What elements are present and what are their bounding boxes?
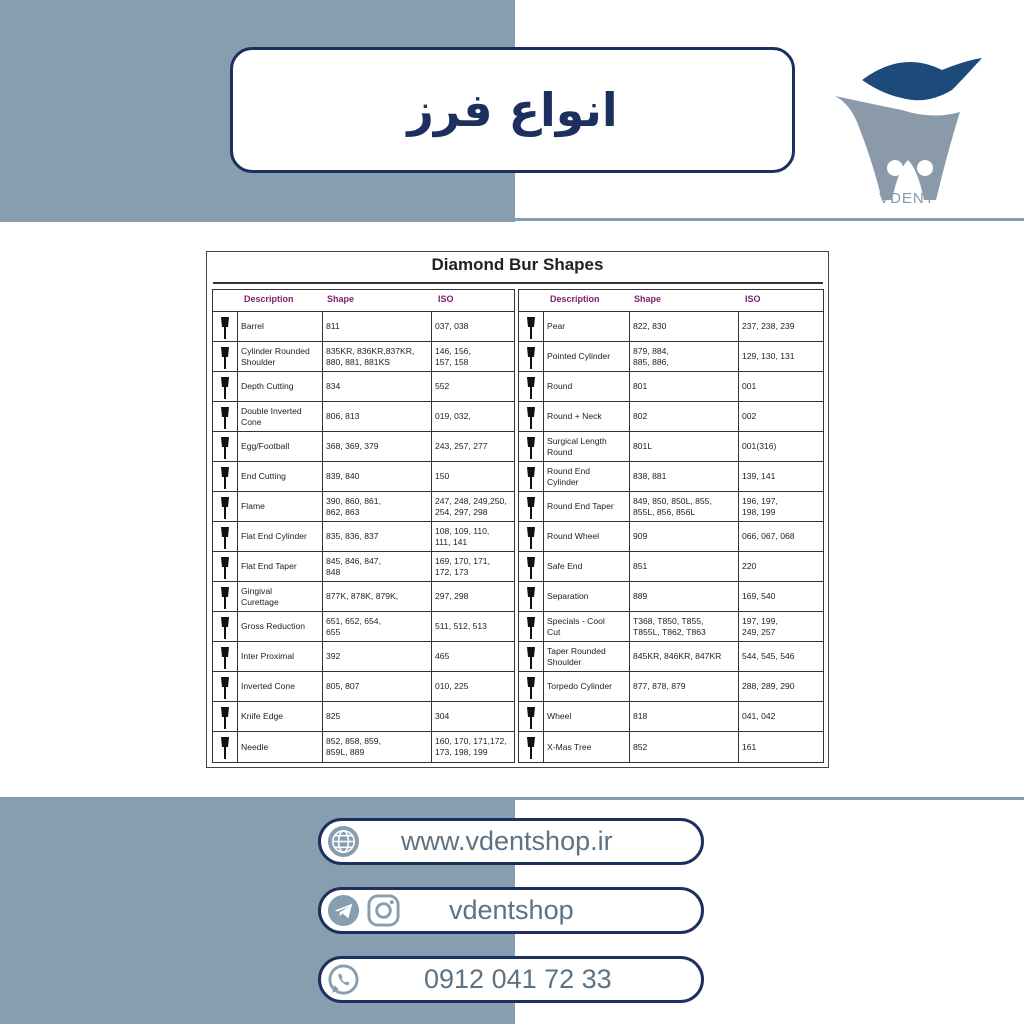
table-row — [213, 672, 514, 702]
round-neck-bur-icon — [524, 405, 538, 429]
table-row — [213, 612, 514, 642]
table-row — [519, 582, 823, 612]
bur-shape-number: 877, 878, 879 — [630, 672, 739, 701]
bur-iso-number: 001(316) — [742, 441, 777, 451]
gingival-curettage-bur-icon — [218, 585, 232, 609]
round-end-cylinder-bur-icon — [524, 465, 538, 489]
end-cutting-bur-icon — [218, 465, 232, 489]
bur-shape-number: 805, 807 — [323, 672, 432, 701]
table-row — [213, 702, 514, 732]
bur-shape-number: 392 — [323, 642, 432, 671]
inter-proximal-bur-icon — [218, 645, 232, 669]
round-wheel-bur-icon — [524, 525, 538, 549]
wheel-bur-icon — [524, 705, 538, 729]
bur-description: Round — [544, 372, 630, 401]
bur-description: Barrel — [238, 312, 323, 341]
flame-bur-icon — [218, 495, 232, 519]
bur-shape-number: 801 — [630, 372, 739, 401]
bur-iso-number: 511, 512, 513 — [435, 621, 487, 631]
bur-iso-number: 288, 289, 290 — [742, 681, 795, 691]
specials-cool-cut-bur-icon — [524, 615, 538, 639]
bur-description: Depth Cutting — [238, 372, 323, 401]
column-header-shape: Shape — [634, 294, 662, 304]
bur-iso-number: 001 — [742, 381, 757, 391]
bur-iso-number: 108, 109, 110, 111, 141 — [435, 525, 490, 547]
whatsapp-icon[interactable] — [327, 963, 360, 996]
barrel-bur-icon — [218, 315, 232, 339]
table-row — [519, 462, 823, 492]
xmas-tree-bur-icon — [524, 735, 538, 759]
bur-shape-number: 851 — [630, 552, 739, 581]
flat-end-cylinder-bur-icon — [218, 525, 232, 549]
table-row — [519, 492, 823, 522]
bur-iso-number: 010, 225 — [435, 681, 469, 691]
bur-shape-number: 845, 846, 847, 848 — [323, 552, 432, 581]
bur-shape-number: 839, 840 — [323, 462, 432, 491]
surgical-length-round-bur-icon — [524, 435, 538, 459]
torpedo-cylinder-bur-icon — [524, 675, 538, 699]
column-header-description: Description — [244, 294, 294, 304]
bur-shape-number: 852 — [630, 732, 739, 762]
page-title: انواع فرز — [407, 83, 618, 137]
depth-cutting-bur-icon — [218, 375, 232, 399]
bur-description: Knife Edge — [238, 702, 323, 731]
bur-iso-number: 196, 197, 198, 199 — [742, 495, 778, 517]
table-row — [519, 642, 823, 672]
bur-shape-number: 806, 813 — [323, 402, 432, 431]
bur-iso-number: 041, 042 — [742, 711, 776, 721]
bur-iso-number: 146, 156, 157, 158 — [435, 345, 471, 367]
table-row — [519, 552, 823, 582]
column-header-description: Description — [550, 294, 600, 304]
bur-description: Gross Reduction — [238, 612, 323, 641]
safe-end-bur-icon — [524, 555, 538, 579]
table-row — [519, 702, 823, 732]
flat-end-taper-bur-icon — [218, 555, 232, 579]
bur-description: Flat End Cylinder — [238, 522, 323, 551]
bur-iso-number: 139, 141 — [742, 471, 776, 481]
bur-iso-number: 544, 545, 546 — [742, 651, 795, 661]
bur-description: Cylinder Rounded Shoulder — [238, 342, 323, 371]
pointed-cylinder-bur-icon — [524, 345, 538, 369]
bur-shape-number: 802 — [630, 402, 739, 431]
bur-shape-number: 838, 881 — [630, 462, 739, 491]
bur-description: Double Inverted Cone — [238, 402, 323, 431]
table-row — [519, 612, 823, 642]
bur-description: Gingival Curettage — [238, 582, 323, 611]
bur-iso-number: 237, 238, 239 — [742, 321, 795, 331]
bur-description: Flat End Taper — [238, 552, 323, 581]
logo-wordmark: VDENT — [879, 190, 935, 207]
bur-description: Round End Taper — [544, 492, 630, 521]
bur-iso-number: 304 — [435, 711, 450, 721]
bur-iso-number: 169, 170, 171, 172, 173 — [435, 555, 490, 577]
table-row — [213, 492, 514, 522]
bur-description: Inter Proximal — [238, 642, 323, 671]
pear-bur-icon — [524, 315, 538, 339]
bur-shape-number: 835, 836, 837 — [323, 522, 432, 551]
bur-description: Pointed Cylinder — [544, 342, 630, 371]
needle-bur-icon — [218, 735, 232, 759]
bur-iso-number: 129, 130, 131 — [742, 351, 795, 361]
bur-shape-number: 834 — [323, 372, 432, 401]
taper-rounded-shoulder-bur-icon — [524, 645, 538, 669]
bur-table-right — [518, 289, 824, 763]
bur-description: Needle — [238, 732, 323, 762]
table-row — [519, 372, 823, 402]
egg-football-bur-icon — [218, 435, 232, 459]
phone-number[interactable]: 0912 041 72 33 — [424, 964, 612, 994]
table-row — [213, 522, 514, 552]
bur-iso-number: 066, 067, 068 — [742, 531, 795, 541]
instagram-icon[interactable] — [367, 894, 400, 927]
globe-icon — [327, 825, 360, 858]
table-row — [519, 522, 823, 552]
bur-iso-number: 243, 257, 277 — [435, 441, 488, 451]
bur-shape-number: 811 — [323, 312, 432, 341]
bur-shape-number: 909 — [630, 522, 739, 551]
bur-shape-number: 877K, 878K, 879K, — [323, 582, 432, 611]
bur-iso-number: 161 — [742, 741, 757, 752]
table-row — [519, 732, 823, 762]
inverted-cone-bur-icon — [218, 675, 232, 699]
website-link[interactable]: www.vdentshop.ir — [401, 826, 613, 856]
table-row — [213, 312, 514, 342]
table-row — [213, 582, 514, 612]
bur-shape-number: 801L — [630, 432, 739, 461]
bur-description: Separation — [544, 582, 630, 611]
bur-shape-number: 889 — [630, 582, 739, 611]
bur-shape-number: 849, 850, 850L, 855, 855L, 856, 856L — [630, 492, 739, 521]
telegram-icon[interactable] — [327, 894, 360, 927]
table-row — [213, 432, 514, 462]
bur-iso-number: 220 — [742, 561, 757, 571]
bur-description: Round Wheel — [544, 522, 630, 551]
bur-shapes-document — [206, 251, 829, 768]
separation-bur-icon — [524, 585, 538, 609]
bur-iso-number: 552 — [435, 381, 450, 391]
table-row — [519, 432, 823, 462]
knife-edge-bur-icon — [218, 705, 232, 729]
bur-shape-number: 368, 369, 379 — [323, 432, 432, 461]
table-header — [213, 290, 514, 312]
cylinder-rounded-shoulder-bur-icon — [218, 345, 232, 369]
bur-iso-number: 160, 170, 171,172, 173, 198, 199 — [435, 736, 507, 757]
bur-shape-number: 879, 884, 885, 886, — [630, 342, 739, 371]
table-row — [213, 462, 514, 492]
social-pill[interactable] — [318, 887, 704, 934]
bur-shape-number: 835KR, 836KR,837KR, 880, 881, 881KS — [323, 342, 432, 371]
table-row — [213, 402, 514, 432]
round-bur-icon — [524, 375, 538, 399]
bur-description: Round + Neck — [544, 402, 630, 431]
table-header — [519, 290, 823, 312]
column-header-iso: ISO — [438, 294, 454, 304]
footer-divider — [515, 797, 1024, 800]
bur-shape-number: 825 — [323, 702, 432, 731]
bur-shape-number: 822, 830 — [630, 312, 739, 341]
bur-shape-number: 845KR, 846KR, 847KR — [630, 642, 739, 671]
bur-iso-number: 297, 298 — [435, 591, 469, 601]
column-header-iso: ISO — [745, 294, 761, 304]
table-row — [213, 552, 514, 582]
round-end-taper-bur-icon — [524, 495, 538, 519]
bur-description: Surgical Length Round — [544, 432, 630, 461]
bur-description: Specials - Cool Cut — [544, 612, 630, 641]
bur-description: Taper Rounded Shoulder — [544, 642, 630, 671]
social-handle[interactable]: vdentshop — [449, 895, 574, 925]
table-row — [213, 372, 514, 402]
double-inverted-cone-bur-icon — [218, 405, 232, 429]
bur-shape-number: 852, 858, 859, 859L, 889 — [323, 732, 432, 762]
table-row — [213, 732, 514, 762]
document-title: Diamond Bur Shapes — [431, 255, 604, 274]
title-rule — [213, 282, 823, 284]
bur-shape-number: 651, 652, 654, 655 — [323, 612, 432, 641]
table-row — [519, 672, 823, 702]
bur-description: Inverted Cone — [238, 672, 323, 701]
table-row — [213, 642, 514, 672]
phone-pill[interactable] — [318, 956, 704, 1003]
bur-iso-number: 247, 248, 249,250, 254, 297, 298 — [435, 495, 507, 517]
bur-shape-number: T368, T850, T855, T855L, T862, T863 — [630, 612, 739, 641]
bur-description: Flame — [238, 492, 323, 521]
bur-description: Round End Cylinder — [544, 462, 630, 491]
bur-iso-number: 465 — [435, 651, 450, 661]
bur-iso-number: 197, 199, 249, 257 — [742, 615, 778, 637]
bur-description: Wheel — [544, 702, 630, 731]
website-pill[interactable] — [318, 818, 704, 865]
bur-shape-number: 818 — [630, 702, 739, 731]
column-header-shape: Shape — [327, 294, 355, 304]
bur-description: Torpedo Cylinder — [544, 672, 630, 701]
bur-description: Egg/Football — [238, 432, 323, 461]
table-row — [519, 342, 823, 372]
bur-iso-number: 150 — [435, 471, 450, 481]
bur-iso-number: 002 — [742, 411, 757, 421]
bur-description: Safe End — [544, 552, 630, 581]
title-banner — [230, 47, 795, 173]
bur-iso-number: 169, 540 — [742, 591, 776, 601]
bur-description: X-Mas Tree — [544, 732, 630, 762]
table-row — [519, 312, 823, 342]
bur-shape-number: 390, 860, 861, 862, 863 — [323, 492, 432, 521]
bur-table-left — [212, 289, 515, 763]
gross-reduction-bur-icon — [218, 615, 232, 639]
table-row — [213, 342, 514, 372]
header-divider — [515, 218, 1024, 221]
bur-description: Pear — [544, 312, 630, 341]
bur-description: End Cutting — [238, 462, 323, 491]
bur-iso-number: 037, 038 — [435, 321, 469, 331]
bur-iso-number: 019, 032, — [435, 411, 471, 421]
table-row — [519, 402, 823, 432]
